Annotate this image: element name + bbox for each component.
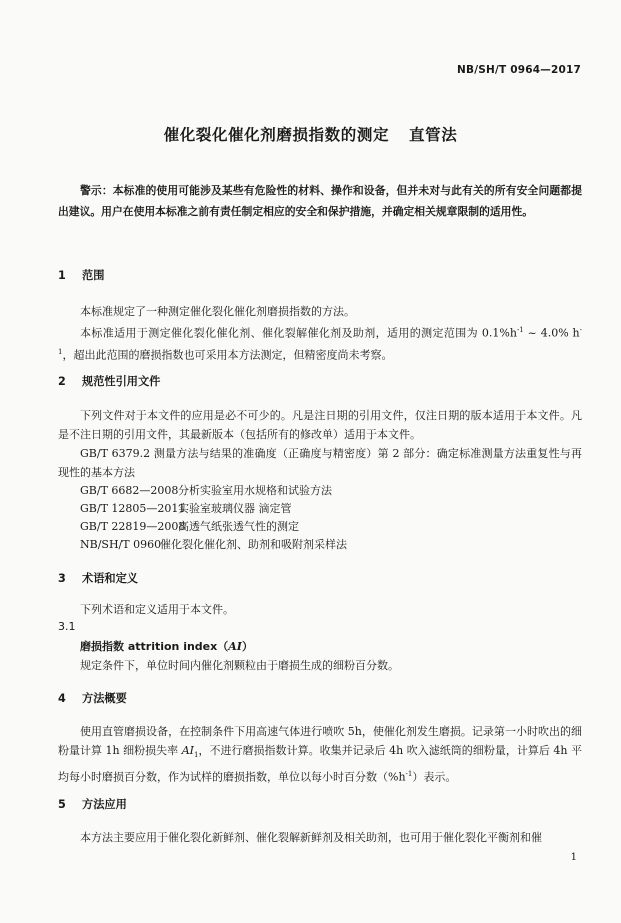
page-number: 1: [570, 852, 577, 863]
paragraph: 本标准规定了一种测定催化裂化催化剂磨损指数的方法。: [80, 305, 355, 318]
title-main: 催化裂化催化剂磨损指数的测定: [163, 126, 390, 144]
paragraph: GB/T 6379.2 测量方法与结果的准确度（正确度与精密度）第 2 部分：确定标准测量方法重复性与再现性的基本方法: [58, 447, 582, 479]
title-method: 直管法: [409, 126, 458, 144]
section-heading-4: 4 方法概要: [58, 692, 127, 705]
term-heading: 磨损指数 attrition index（AI）: [80, 640, 253, 653]
paragraph: 下列术语和定义适用于本文件。: [80, 603, 234, 616]
reference-item: NB/SH/T 0960催化裂化催化剂、助剂和吸附剂采样法: [80, 538, 347, 551]
paragraph: 本标准适用于测定催化裂化催化剂、催化裂解催化剂及助剂，适用的测定范围为 $0.1\%h^{-1}$ ~ 4.0% $h^{-1}$，超出此范围的磨损指数也可采用本方法测定，但精密度尚未考察。: [58, 326, 582, 362]
paragraph: 下列文件对于本文件的应用是必不可少的。凡是注日期的引用文件，仅注日期的版本适用于本文件。凡是不注日期的引用文件，其最新版本（包括所有的修改单）适用于本文件。: [58, 409, 582, 441]
warning-notice: 警示：本标准的使用可能涉及某些有危险性的材料、操作和设备，但并未对与此有关的所有安全问题都提出建议。用户在使用本标准之前有责任制定相应的安全和保护措施，并确定相关规章限制的适用性。: [58, 184, 582, 218]
clause-number: 3.1: [58, 620, 76, 633]
section-heading-1: 1 范围: [58, 269, 105, 282]
paragraph: 使用直管磨损设备，在控制条件下用高速气体进行喷吹 5h，使催化剂发生磨损。记录第一小时吹出的细粉量计算 1h 细粉损失率 $AI_1$，不进行磨损指数计算。收集并记录后 4h 吹入滤纸筒的细粉量，计算后 4h 平均每小时磨损百分数，作为试样的磨损指数，单位以每小时百分数$(\%h^{-1})$表示。: [58, 725, 582, 784]
section-heading-5: 5 方法应用: [58, 798, 127, 811]
reference-item: GB/T 6682—2008分析实验室用水规格和试验方法: [80, 484, 332, 497]
section-heading-3: 3 术语和定义: [58, 572, 138, 585]
document-title: [0, 123, 621, 145]
section-heading-2: 2 规范性引用文件: [58, 375, 161, 388]
paragraph: 本方法主要应用于催化裂化新鲜剂、催化裂解新鲜剂及相关助剂，也可用于催化裂化平衡剂和催: [80, 831, 542, 844]
reference-item: GB/T 22819—2008高透气纸张透气性的测定: [80, 520, 299, 533]
standard-code: NB/SH/T 0964—2017: [457, 64, 581, 76]
reference-item: GB/T 12805—2011实验室玻璃仪器 滴定管: [80, 502, 292, 515]
term-definition: 规定条件下，单位时间内催化剂颗粒由于磨损生成的细粉百分数。: [80, 659, 399, 672]
